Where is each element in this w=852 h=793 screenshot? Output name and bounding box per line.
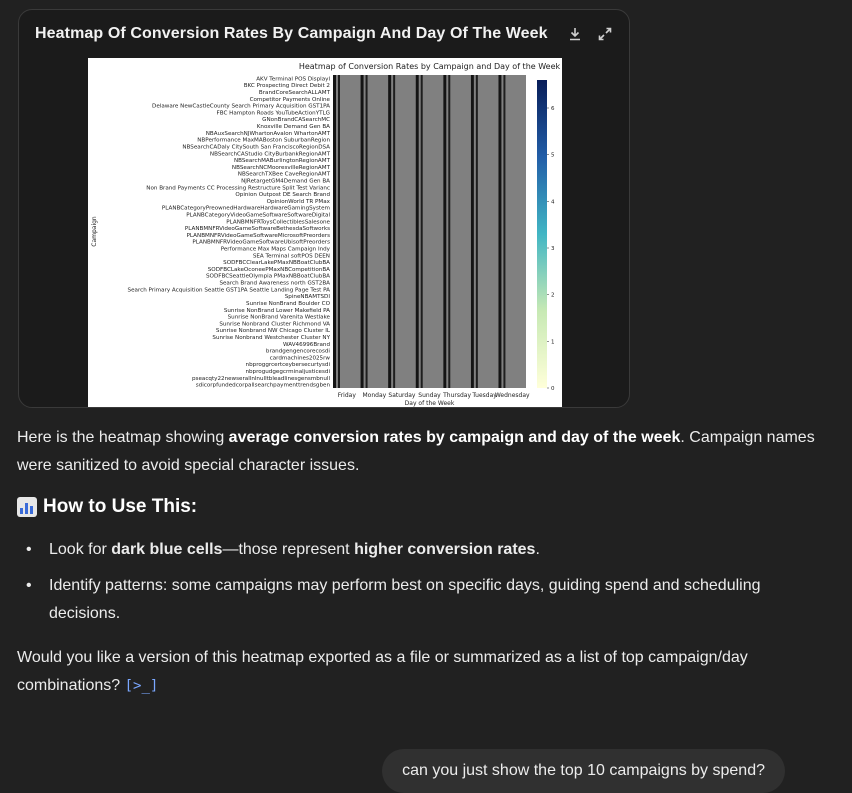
y-tick-label: SEA Terminal softPOS DEEN [252,253,330,260]
colorbar-tick-label: 2 [551,292,555,299]
y-tick-label: Knoxville Demand Gen BA [256,124,330,131]
chart-title: Heatmap of Conversion Rates by Campaign and Day of the Week [298,62,561,71]
y-tick-label: PLANBCategoryVideoGameSoftwareSoftwareDigital [186,212,330,219]
list-item: • Look for dark blue cells—those represent higher conversion rates. [17,536,817,564]
y-tick-label: FBC Hampton Roads YouTubeActionYTLG [216,110,330,117]
answer-paragraph-2: Would you like a version of this heatmap exported as a file or summarized as a list of top campaign/day combinations? [>_] [17,649,748,694]
y-tick-label: Performance Max Maps Campaign Indy [220,246,330,253]
y-tick-label: Opinion Outpost DE Search Brand [235,192,330,199]
y-tick-label: Delaware NewCastleCounty Search Primary Acquisition GST1PA [152,103,330,110]
y-tick-label: Sunrise NonBrand Lower Makefield PA [223,307,330,314]
y-tick-label: SODFBCLakeOconeePMaxNBCompetitionBA [207,266,330,273]
colorbar [537,80,547,388]
colorbar-tick-label: 3 [551,246,555,252]
list-item: • Identify patterns: some campaigns may perform best on specific days, guiding spend and scheduling decisions. [17,572,817,628]
y-tick-label: brandgengencorecosdi [265,348,330,355]
y-tick-label: NBAuxSearchNJWhartonAvalon WhartonAMT [205,130,330,137]
y-tick-label: NBPerformance MaxMABoston SuburbanRegion [197,137,330,144]
answer-paragraph-1: Here is the heatmap showing average conversion rates by campaign and day of the week. Campaign names were sanitized to avoid special character issues. [17,429,815,474]
user-message-bubble: can you just show the top 10 campaigns by spend? [382,749,785,793]
heatmap-column [333,75,361,388]
heatmap-cell-dark [388,75,391,388]
heatmap-column [498,75,526,388]
y-tick-label: Search Primary Acquisition Seattle GST1PA Seattle Landing Page Test PA [127,287,330,294]
y-tick-label: pseacqty22newserallnlnulltbleadlinesgensmbnull [191,375,330,382]
y-tick-label: BKC Prospecting Direct Debit 2 [243,83,330,90]
y-tick-label: NBSearchCADaly CitySouth San FranciscoRegionDSA [182,144,330,151]
y-tick-label: NJRetargetGM4Demand Gen BA [241,178,330,185]
tips-list [17,536,817,636]
heatmap-chart [88,58,562,408]
y-tick-label: SpineNBAMTSDI [284,294,330,301]
heatmap-cell-dark [338,75,340,388]
y-tick-label: PLANBMNFRVideoGameSoftwareBethesdaSoftworks [184,226,330,233]
colorbar-tick-label: 5 [551,152,555,159]
colorbar-tick-label: 4 [551,199,555,206]
heatmap-cell-dark [393,75,395,388]
heatmap-cell-dark [443,75,446,388]
x-tick-label: Friday [337,392,356,399]
y-tick-label: Sunrise NonBrand Boulder CO [246,300,330,307]
chart-card [18,9,630,408]
heatmap-cell-dark [366,75,368,388]
download-icon[interactable] [567,26,583,42]
card-title: Heatmap Of Conversion Rates By Campaign And Day Of The Week [35,25,548,42]
y-tick-label: Sunrise NonBrand Varenita Westlake [227,314,330,321]
y-tick-label: Non Brand Payments CC Processing Restructure Split Test Varianc [146,185,330,192]
heatmap-cell-dark [471,75,474,388]
y-tick-label: Sunrise Nonbrand Cluster Richmond VA [219,321,330,328]
x-tick-label: Monday [362,392,387,399]
x-axis-label: Day of the Week [404,400,455,407]
bar-chart-emoji-icon [17,497,37,517]
y-tick-label: NBSearchTXBee CaveRegionAMT [237,171,330,178]
y-tick-label: Sunrise Nonbrand NW Chicago Cluster IL [215,328,330,335]
y-tick-label: GNonBrandCASearchMC [262,117,330,124]
y-axis-label: Campaign [91,216,98,247]
heatmap-cell-dark [416,75,419,388]
colorbar-tick-label: 1 [551,339,555,346]
heatmap-column [471,75,499,388]
x-tick-label: Thursday [443,392,472,399]
x-tick-label: Tuesday [472,392,497,399]
y-tick-label: OpinionWorld TR PMax [266,198,330,205]
heatmap-cell-dark [333,75,336,388]
heatmap-column [416,75,444,388]
heatmap-cell-dark [498,75,501,388]
y-tick-label: NBSearchCAStudio CityBurbankRegionAMT [209,151,330,158]
y-tick-label: Sunrise Nonbrand Westchester Cluster NY [212,334,330,341]
y-tick-label: Competitor Payments Online [249,96,330,103]
y-tick-label: NBSearchNCMooresvilleRegionAMT [231,164,330,171]
x-tick-label: Wednesday [494,392,530,399]
code-interpreter-link[interactable]: [>_] [124,678,159,694]
y-tick-label: nbproggrcertceybersecurtysdi [245,362,330,369]
heatmap-column [388,75,416,388]
y-tick-label: sdicorpfundedcorpallsearchpaymenttrendsgben [195,382,330,389]
heatmap-cell-dark [476,75,478,388]
x-tick-label: Sunday [418,392,441,399]
heatmap-cell-dark [421,75,423,388]
y-tick-label: WAV46996Brand [283,341,330,348]
y-tick-label: PLANBMNFRVideoGameSoftwareMicrosoftPreorders [186,232,330,239]
x-tick-label: Saturday [388,392,416,399]
y-tick-label: PLANBMNFRVideoGameSoftwareUbisoftPreorders [192,239,330,246]
y-tick-label: cardmachines2025rw [269,355,330,362]
y-tick-label: SODFBCSeattleOlympia PMaxNBBoatClubBA [205,273,330,280]
colorbar-tick-label: 6 [551,106,555,112]
y-tick-label: NBSearchMABurlingtonRegionAMT [233,158,330,165]
heatmap-cell-dark [503,75,505,388]
y-tick-label: SODFBCClearLakePMaxNBBoatClubBA [223,260,330,267]
y-tick-label: BrandCoreSearchALLAMT [258,90,330,97]
heatmap-cell-dark [361,75,364,388]
y-tick-label: Search Brand Awareness north GST2BA [219,280,330,287]
y-tick-label: PLANBMNFRToysCollectiblesSalesone [226,219,330,226]
y-tick-label: AKV Terminal POS Displayl [256,76,330,83]
y-tick-label: nbprogudgegcrminaljusticesdi [245,368,330,375]
colorbar-tick-label: 0 [551,386,555,392]
heatmap-cell-dark [448,75,450,388]
section-heading: How to Use This: [17,496,197,518]
heatmap-column [443,75,471,388]
expand-icon[interactable] [597,26,613,42]
heatmap-column [361,75,389,388]
y-tick-label: PLANBCategoryPreownedHardwareHardwareGamingSystem [161,205,330,212]
